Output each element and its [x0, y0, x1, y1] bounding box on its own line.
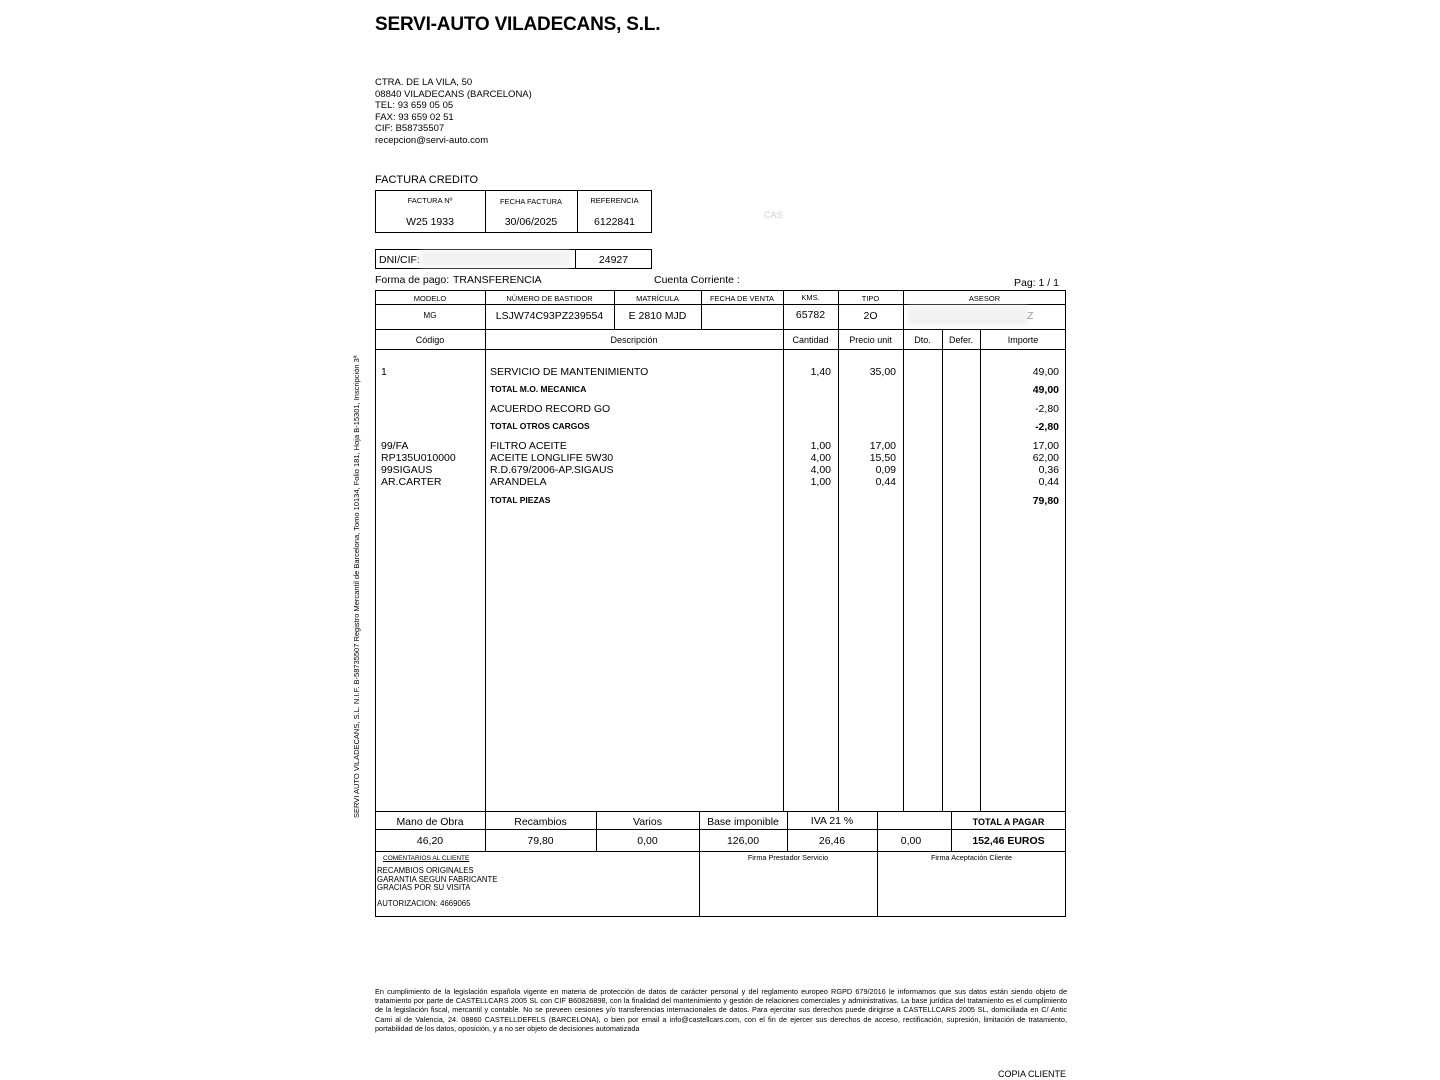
- lines-header: Importe: [1007, 335, 1039, 345]
- totals-header: TOTAL A PAGAR: [972, 817, 1045, 827]
- line-desc: FILTRO ACEITE: [490, 440, 567, 452]
- vehicle-plate: E 2810 MJD: [628, 310, 687, 322]
- vehicle-header: NÚMERO DE BASTIDOR: [506, 294, 593, 303]
- address-line: recepcion@servi-auto.com: [375, 134, 489, 146]
- line-amount: -2,80: [1035, 403, 1059, 415]
- registry-side-text: SERVI AUTO VILADECANS, S.L. N.I.F. B-58735507 Registro Mercantil de Barcelona, Tomo 10134, Folio 181, Hoja B-15301, Inscripción 3ª: [352, 355, 361, 818]
- copy-label: COPIA CLIENTE: [997, 1069, 1066, 1079]
- faint-mark: CAS: [764, 210, 783, 220]
- line-amount: 17,00: [1032, 440, 1059, 452]
- comment-line: RECAMBIOS ORIGINALES: [377, 866, 474, 875]
- line-qty: 1,40: [810, 366, 831, 378]
- divider: [375, 829, 1066, 830]
- dni-value: 24927: [598, 254, 629, 266]
- line-amount: 49,00: [1032, 366, 1059, 378]
- divider: [485, 329, 486, 811]
- comment-line: GRACIAS POR SU VISITA: [377, 883, 471, 893]
- line-desc: ACUERDO RECORD GO: [490, 403, 611, 415]
- vehicle-header: FECHA DE VENTA: [709, 294, 775, 303]
- comments-text: [377, 867, 497, 893]
- line-price: 15,50: [869, 452, 896, 464]
- main-table: [375, 290, 1066, 852]
- totals-header: Varios: [633, 816, 662, 828]
- divider: [980, 329, 981, 811]
- invoice-date: 30/06/2025: [504, 216, 558, 228]
- account-label: Cuenta Corriente :: [654, 274, 740, 286]
- lines-header: Código: [415, 335, 445, 345]
- line-desc: TOTAL M.O. MECANICA: [490, 384, 587, 394]
- invoice-number-label: FACTURA Nº: [407, 196, 453, 205]
- line-desc: ARANDELA: [490, 476, 547, 488]
- vehicle-type: 2O: [863, 310, 878, 322]
- labor-total: 46,20: [416, 835, 444, 847]
- tax-base: 126,00: [726, 835, 760, 847]
- redacted-area: [420, 251, 570, 267]
- client-signature-label: Firma Aceptación Cliente: [930, 853, 1013, 862]
- other-amount: 0,00: [900, 835, 922, 847]
- comment-line: GARANTIA SEGUN FABRICANTE: [377, 874, 498, 884]
- payment-label: Forma de pago:: [375, 274, 450, 286]
- grand-total: 152,46 EUROS: [972, 835, 1045, 847]
- line-desc: SERVICIO DE MANTENIMIENTO: [490, 366, 649, 378]
- totals-header: Mano de Obra: [396, 816, 464, 828]
- line-code: AR.CARTER: [381, 476, 442, 488]
- invoice-number: W25 1933: [406, 216, 454, 228]
- misc-total: 0,00: [637, 835, 658, 847]
- line-qty: 1,00: [810, 440, 831, 452]
- address-line: CIF: B58735507: [375, 123, 445, 135]
- line-desc: TOTAL OTROS CARGOS: [490, 421, 590, 431]
- line-amount: 49,00: [1032, 384, 1059, 396]
- line-amount: 62,00: [1032, 452, 1059, 464]
- company-name: SERVI-AUTO VILADECANS, S.L.: [375, 14, 661, 35]
- dni-label: DNI/CIF:: [379, 254, 420, 266]
- line-code: RP135U010000: [381, 452, 456, 464]
- divider: [942, 329, 943, 811]
- address-line: CTRA. DE LA VILA, 50: [375, 77, 473, 88]
- divider: [375, 304, 1066, 305]
- divider: [375, 329, 1066, 330]
- lines-header: Defer.: [948, 335, 973, 345]
- vehicle-header: MATRÍCULA: [636, 294, 679, 303]
- line-qty: 4,00: [810, 464, 831, 476]
- vehicle-header: KMS.: [801, 293, 820, 302]
- totals-header: IVA 21 %: [810, 815, 854, 827]
- divider: [375, 349, 1066, 350]
- line-price: 35,00: [869, 366, 896, 378]
- vehicle-vin: LSJW74C93PZ239554: [495, 310, 604, 322]
- line-qty: 1,00: [810, 476, 831, 488]
- line-desc: R.D.679/2006-AP.SIGAUS: [490, 464, 614, 476]
- payment-method: TRANSFERENCIA: [453, 274, 542, 286]
- lines-header: Descripción: [610, 335, 658, 345]
- lines-header: Precio unit: [849, 335, 892, 345]
- address-line: FAX: 93 659 02 51: [375, 111, 454, 123]
- line-price: 0,09: [875, 464, 896, 476]
- vehicle-header: TIPO: [861, 294, 880, 303]
- invoice-date-label: FECHA FACTURA: [499, 197, 563, 206]
- line-code: 99SIGAUS: [381, 464, 433, 476]
- line-code: 1: [381, 366, 387, 378]
- line-price: 17,00: [869, 440, 896, 452]
- line-desc: ACEITE LONGLIFE 5W30: [490, 452, 614, 464]
- page-number: Pag: 1 / 1: [1014, 277, 1059, 289]
- address-line: 08840 VILADECANS (BARCELONA): [375, 88, 532, 100]
- vehicle-header: ASESOR: [968, 294, 1001, 303]
- vehicle-header: MODELO: [413, 294, 447, 303]
- vehicle-kms: 65782: [795, 309, 826, 321]
- reference-label: REFERENCIA: [590, 196, 639, 205]
- totals-header: Base imponible: [707, 816, 779, 828]
- document-type: FACTURA CREDITO: [375, 174, 479, 186]
- lines-header: Cantidad: [792, 335, 829, 345]
- vat-amount: 26,46: [818, 835, 846, 847]
- divider: [838, 329, 839, 811]
- line-code: 99/FA: [381, 440, 409, 452]
- divider: [783, 329, 784, 811]
- line-desc: TOTAL PIEZAS: [490, 495, 551, 505]
- line-price: 0,44: [875, 476, 896, 488]
- redacted-area: [908, 306, 1028, 326]
- comments-title: COMENTARIOS AL CLIENTE: [383, 855, 470, 862]
- divider: [375, 811, 1066, 812]
- lines-header: Dto.: [914, 335, 931, 345]
- provider-signature-label: Firma Prestador Servicio: [747, 853, 829, 862]
- reference-value: 6122841: [594, 216, 635, 228]
- authorization-code: AUTORIZACION: 4669065: [377, 899, 471, 908]
- address-line: TEL: 93 659 05 05: [375, 100, 454, 112]
- vehicle-model: MG: [423, 311, 437, 320]
- line-amount: -2,80: [1035, 421, 1059, 433]
- vehicle-advisor: Z: [1027, 310, 1034, 322]
- line-amount: 0,36: [1038, 464, 1059, 476]
- totals-header: Recambios: [514, 816, 567, 828]
- legal-notice: En cumplimiento de la legislación española vigente en materia de protección de datos de carácter personal y del reglamento europeo RGPD 679/2016 le informamos que sus datos están siendo objeto de tratamiento por parte de CASTELLCARS 2005 SL con CIF B60826898, con la finalidad del mantenimiento y gestión de relaciones comerciales y administrativas. La base jurídica del tratamiento es el cumplimiento de la legislación fiscal, mercantil y contable. No se preveen cesiones y/o transferencias internacionales de datos. Para ejercitar sus derechos puede dirigirse a CASTELLCARS 2005 SL, domiciliada en C/ Antic Cami al de Valencia, 24. 08860 CASTELLDEFELS (BARCELONA), o bien por email a info@castellcars.com, con el fin de ejercer sus derechos de acceso, rectificación, supresión, limitación de tratamiento, portabilidad de los datos, oposición, y a no ser objeto de decisiones automatizada: [375, 987, 1067, 1033]
- parts-total: 79,80: [527, 835, 554, 847]
- line-amount: 79,80: [1032, 495, 1059, 507]
- line-qty: 4,00: [810, 452, 831, 464]
- line-amount: 0,44: [1038, 476, 1059, 488]
- company-address: [375, 77, 532, 147]
- divider: [903, 329, 904, 811]
